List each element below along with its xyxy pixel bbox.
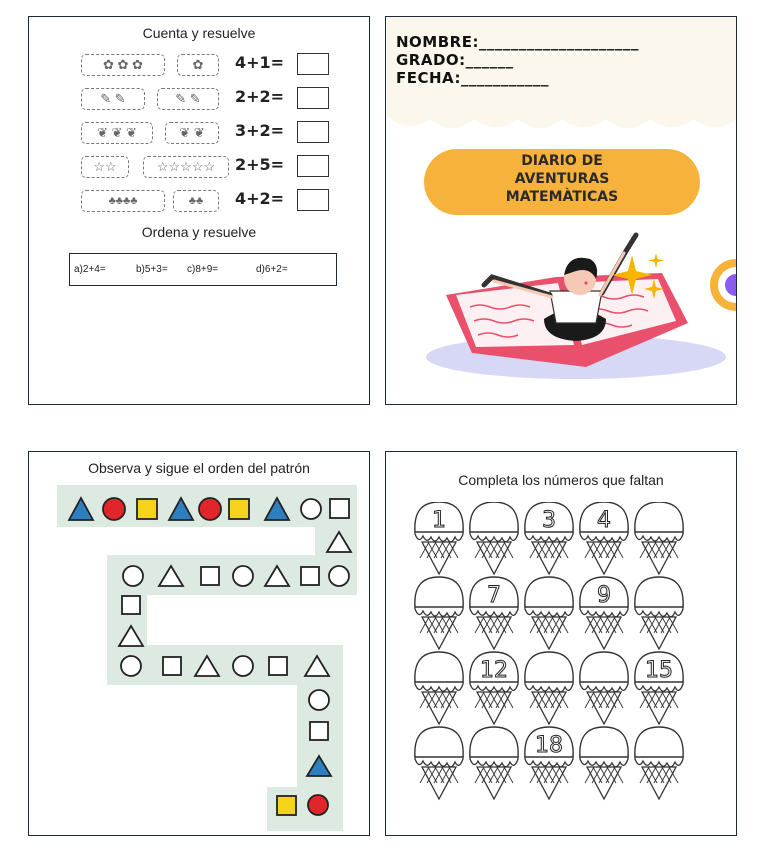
cloud-divider (386, 109, 737, 139)
banner-line: DIARIO DE (521, 153, 603, 169)
order-item: d)6+2= (256, 264, 288, 275)
banner-line: AVENTURAS (514, 171, 610, 187)
pencil-icon: ✎ ✎ (100, 91, 126, 106)
equation: 3+2= (235, 121, 285, 140)
ring-decoration-icon (696, 253, 737, 319)
red-circle (199, 498, 221, 520)
panel-title: Cuenta y resuelve (142, 25, 256, 41)
panel-title: Completa los números que faltan (458, 472, 664, 488)
answer-box[interactable] (297, 189, 329, 211)
equation: 2+2= (235, 87, 285, 106)
feather-icon: ❦ ❦ (179, 125, 205, 140)
group-right (157, 88, 219, 110)
count-and-solve-worksheet (28, 16, 370, 405)
ice-cream-cone (415, 652, 463, 724)
pencil-icon: ✎ ✎ (175, 91, 201, 106)
ice-cream-cone (580, 727, 628, 799)
group-right (173, 190, 219, 212)
missing-numbers-worksheet (385, 451, 737, 836)
sum-row (81, 156, 351, 180)
sum-row (81, 88, 351, 112)
sum-row (81, 122, 351, 146)
blue-triangle (265, 498, 289, 520)
equation: 4+2= (235, 189, 285, 208)
yellow-square (137, 499, 157, 519)
name-field: NOMBRE:____________________ (396, 33, 639, 51)
answer-box[interactable] (297, 87, 329, 109)
sparkle-icon (610, 249, 670, 307)
group-left (81, 88, 145, 110)
star-icon: ☆☆ (93, 159, 117, 174)
flower-icon: ✿ (192, 57, 204, 72)
cone-number: 3 (542, 508, 556, 533)
yellow-square (229, 499, 249, 519)
order-exercise-box (69, 253, 337, 286)
shape-pattern-worksheet (28, 451, 370, 836)
star-icon: ☆☆☆☆☆ (156, 159, 216, 174)
white-square (330, 499, 349, 518)
group-left (81, 190, 165, 212)
order-item: a)2+4= (74, 264, 106, 275)
blue-triangle (169, 498, 193, 520)
ice-cream-cone-grid (412, 502, 712, 832)
date-field: FECHA:___________ (396, 69, 549, 87)
group-right (177, 54, 219, 76)
ice-cream-cone (415, 727, 463, 799)
panel-title: Observa y sigue el orden del patrón (88, 460, 310, 476)
group-right (143, 156, 229, 178)
ice-cream-cone (635, 577, 683, 649)
cone-number: 4 (597, 508, 611, 533)
group-right (165, 122, 219, 144)
cone-number: 7 (487, 583, 501, 608)
cone-number: 15 (645, 658, 673, 683)
cupcake-icon: ♣♣♣♣ (108, 195, 138, 207)
child-on-book-illustration (426, 225, 736, 395)
ice-cream-cone (635, 727, 683, 799)
blue-triangle (69, 498, 93, 520)
sum-row (81, 190, 351, 214)
white-circle (301, 499, 321, 519)
group-left (81, 54, 165, 76)
cone-number: 18 (535, 733, 563, 758)
red-circle (103, 498, 125, 520)
group-left (81, 156, 129, 178)
panel-subtitle: Ordena y resuelve (141, 224, 257, 240)
ice-cream-cone (525, 577, 573, 649)
white-triangle (327, 532, 351, 552)
cone-number: 1 (432, 508, 446, 533)
cupcake-icon: ♣♣ (188, 195, 204, 207)
sum-row (81, 54, 351, 78)
pattern-shapes (29, 452, 370, 836)
cone-number: 12 (480, 658, 508, 683)
ice-cream-cone (415, 577, 463, 649)
answer-box[interactable] (297, 155, 329, 177)
order-item: b)5+3= (136, 264, 168, 275)
ice-cream-cone (525, 652, 573, 724)
feather-icon: ❦ ❦ ❦ (97, 125, 137, 140)
equation: 4+1= (235, 53, 285, 72)
ice-cream-cone (635, 502, 683, 574)
math-diary-cover (385, 16, 737, 405)
ice-cream-cone (580, 652, 628, 724)
ice-cream-cone (470, 502, 518, 574)
ice-cream-cone (470, 727, 518, 799)
order-item: c)8+9= (187, 264, 219, 275)
equation: 2+5= (235, 155, 285, 174)
cone-number: 9 (597, 583, 611, 608)
answer-box[interactable] (297, 53, 329, 75)
answer-box[interactable] (297, 121, 329, 143)
banner-line: MATEMÀTICAS (505, 189, 619, 205)
group-left (81, 122, 153, 144)
grade-field: GRADO:______ (396, 51, 514, 69)
flower-icon: ✿ ✿ ✿ (103, 57, 143, 72)
